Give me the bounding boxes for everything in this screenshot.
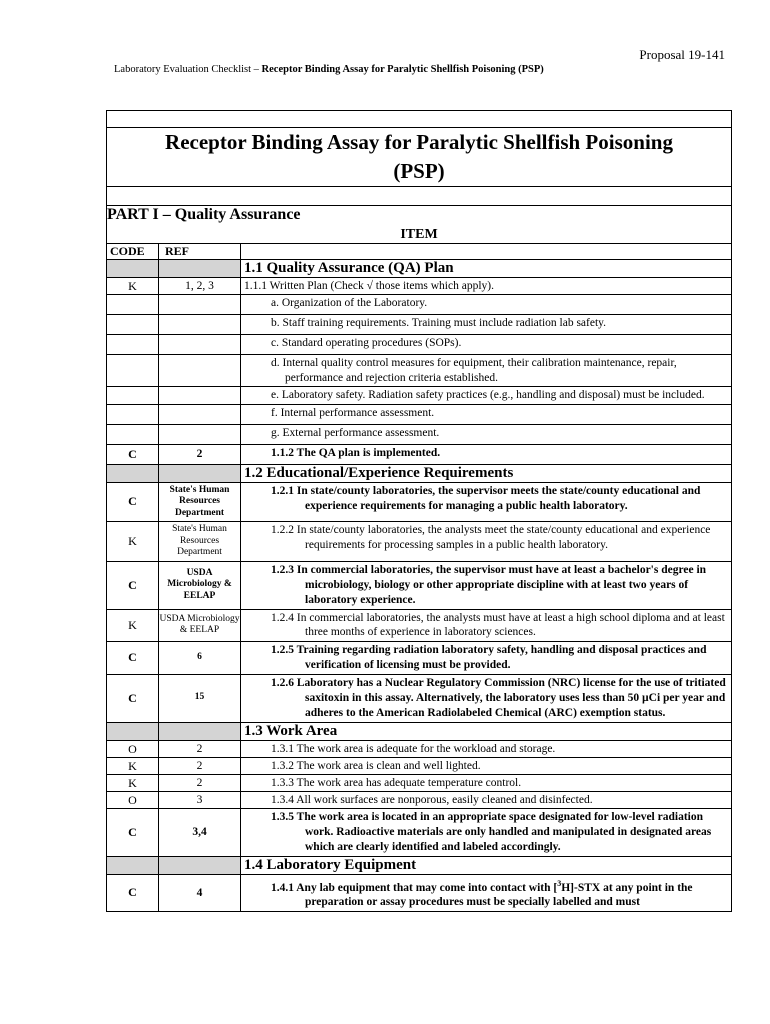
- ref-cell: State's Human Resources Department: [159, 482, 241, 522]
- shaded-cell: [107, 856, 159, 874]
- table-row: [107, 295, 732, 315]
- superscript-three: 3: [557, 878, 562, 888]
- ref-cell: 4: [159, 874, 241, 912]
- shaded-cell: [159, 464, 241, 482]
- section-heading: 1.3 Work Area: [241, 722, 732, 740]
- item-text: b. Staff training requirements. Training must include radiation lab safety.: [241, 315, 732, 335]
- spacer-row: [107, 187, 732, 206]
- item-text: 1.3.2 The work area is clean and well lighted.: [241, 757, 732, 774]
- section-heading: 1.4 Laboratory Equipment: [241, 856, 732, 874]
- ref-column-header: REF: [159, 244, 241, 260]
- code-cell: C: [107, 561, 159, 609]
- blank-cell: [107, 295, 159, 315]
- item-text-body: 1.2.2 In state/county laboratories, the analysts meet the state/county educational and experience requirements for processing samples in a public health laboratory.: [271, 524, 711, 551]
- item-text: 1.1.1 Written Plan (Check √ those items which apply).: [241, 278, 732, 295]
- item-text: [241, 641, 732, 674]
- ref-cell: 1, 2, 3: [159, 278, 241, 295]
- blank-cell: [159, 424, 241, 444]
- code-cell: C: [107, 808, 159, 856]
- item-text-body: 1.2.4 In commercial laboratories, the analysts must have at least a high school diploma and at least three months of experience in laboratory sciences.: [271, 611, 725, 638]
- item-text-body: 1.2.1 In state/county laboratories, the supervisor meets the state/county educational and experience requirements for managing a public health laboratory.: [271, 484, 701, 512]
- shaded-cell: [107, 260, 159, 278]
- item-text: [241, 387, 732, 405]
- table-row: [107, 609, 732, 641]
- item-text: [241, 874, 732, 912]
- code-column-header: CODE: [107, 244, 159, 260]
- title-line-1: Receptor Binding Assay for Paralytic Shellfish Poisoning: [165, 130, 673, 154]
- code-cell: C: [107, 444, 159, 464]
- table-row: [107, 315, 732, 335]
- item-text: c. Standard operating procedures (SOPs).: [241, 335, 732, 355]
- shaded-cell: [159, 722, 241, 740]
- running-header-bold: Receptor Binding Assay for Paralytic Shellfish Poisoning (PSP): [261, 64, 544, 75]
- blank-cell: [159, 355, 241, 387]
- item-text: 1.3.1 The work area is adequate for the workload and storage.: [241, 740, 732, 757]
- table-row: [107, 740, 732, 757]
- section-heading: 1.2 Educational/Experience Requirements: [241, 464, 732, 482]
- item-text-part-b: H]-STX at any point in the preparation or assay procedures must be specially labelled and must: [305, 881, 693, 909]
- checklist-table: [106, 110, 732, 912]
- blank-cell: [159, 387, 241, 405]
- blank-cell: [159, 315, 241, 335]
- table-row: [107, 757, 732, 774]
- item-text-part-a: 1.4.1 Any lab equipment that may come into contact with [: [271, 881, 558, 894]
- code-cell: C: [107, 482, 159, 522]
- item-text-body: [271, 876, 727, 911]
- code-cell: K: [107, 757, 159, 774]
- table-row: [107, 874, 732, 912]
- ref-cell: 2: [159, 757, 241, 774]
- title-line-2: (PSP): [393, 159, 445, 183]
- table-row: [107, 482, 732, 522]
- item-text-body: 1.2.3 In commercial laboratories, the supervisor must have at least a bachelor's degree in microbiology, biology or other appropriate discipline with at least two years of laboratory experience.: [271, 563, 707, 606]
- ref-cell: 3: [159, 791, 241, 808]
- item-text-body: 1.2.6 Laboratory has a Nuclear Regulatory Commission (NRC) license for the use of tritiated saxitoxin in this assay. Alternatively, the laboratory uses less than 50 µCi per year and adheres to the American Radiolabeled Chemical (ARC) exemption status.: [271, 676, 726, 719]
- ref-cell: 6: [159, 641, 241, 674]
- running-header: [114, 64, 544, 75]
- item-text: [241, 522, 732, 562]
- table-row: [107, 641, 732, 674]
- item-text: [241, 355, 732, 387]
- blank-cell: [107, 387, 159, 405]
- code-cell: O: [107, 740, 159, 757]
- code-cell: C: [107, 874, 159, 912]
- ref-cell: USDA Microbiology & EELAP: [159, 561, 241, 609]
- blank-cell: [241, 244, 732, 260]
- table-row: [107, 674, 732, 722]
- item-text: 1.3.3 The work area has adequate temperature control.: [241, 774, 732, 791]
- spacer-row: [107, 111, 732, 128]
- table-row: [107, 774, 732, 791]
- ref-cell: 15: [159, 674, 241, 722]
- item-header: ITEM: [107, 226, 732, 244]
- item-text: [241, 561, 732, 609]
- item-text: g. External performance assessment.: [241, 424, 732, 444]
- blank-cell: [107, 424, 159, 444]
- blank-cell: [159, 295, 241, 315]
- part-heading: PART I – Quality Assurance: [107, 206, 732, 227]
- code-cell: C: [107, 641, 159, 674]
- proposal-number: Proposal 19-141: [639, 47, 725, 62]
- shaded-cell: [107, 464, 159, 482]
- shaded-cell: [107, 722, 159, 740]
- item-text: f. Internal performance assessment.: [241, 404, 732, 424]
- item-text: a. Organization of the Laboratory.: [241, 295, 732, 315]
- blank-cell: [107, 315, 159, 335]
- table-row: [107, 335, 732, 355]
- blank-cell: [159, 335, 241, 355]
- blank-cell: [159, 404, 241, 424]
- item-text: [241, 482, 732, 522]
- table-row: [107, 808, 732, 856]
- ref-cell: 2: [159, 740, 241, 757]
- item-text-body: 1.3.5 The work area is located in an appropriate space designated for low-level radiation work. Radioactive materials are only handled and manipulated in designated areas which are clearly identified and labeled accordingly.: [271, 810, 712, 853]
- shaded-cell: [159, 856, 241, 874]
- document-title: [107, 128, 732, 187]
- code-cell: K: [107, 774, 159, 791]
- item-text-body: e. Laboratory safety. Radiation safety practices (e.g., handling and disposal) must be included.: [271, 389, 705, 401]
- table-row: [107, 278, 732, 295]
- code-cell: K: [107, 522, 159, 562]
- item-text: [241, 808, 732, 856]
- code-cell: C: [107, 674, 159, 722]
- ref-cell: 2: [159, 444, 241, 464]
- blank-cell: [107, 335, 159, 355]
- table-row: [107, 355, 732, 387]
- table-row: [107, 404, 732, 424]
- table-row: [107, 561, 732, 609]
- section-heading: 1.1 Quality Assurance (QA) Plan: [241, 260, 732, 278]
- table-row: [107, 791, 732, 808]
- ref-cell: 2: [159, 774, 241, 791]
- item-text: [241, 609, 732, 641]
- blank-cell: [107, 404, 159, 424]
- running-header-plain: Laboratory Evaluation Checklist –: [114, 64, 262, 75]
- item-text-body: d. Internal quality control measures for equipment, their calibration maintenance, repair, performance and rejection criteria established.: [271, 357, 677, 384]
- ref-cell: 3,4: [159, 808, 241, 856]
- ref-cell: State's Human Resources Department: [159, 522, 241, 562]
- table-row: [107, 522, 732, 562]
- code-cell: K: [107, 278, 159, 295]
- item-text: 1.3.4 All work surfaces are nonporous, easily cleaned and disinfected.: [241, 791, 732, 808]
- shaded-cell: [159, 260, 241, 278]
- blank-cell: [107, 355, 159, 387]
- ref-cell: USDA Microbiology & EELAP: [159, 609, 241, 641]
- table-row: [107, 424, 732, 444]
- item-text: [241, 674, 732, 722]
- table-row: [107, 387, 732, 405]
- code-cell: O: [107, 791, 159, 808]
- item-text: 1.1.2 The QA plan is implemented.: [241, 444, 732, 464]
- table-row: [107, 444, 732, 464]
- item-text-body: 1.2.5 Training regarding radiation laboratory safety, handling and disposal practices and verification of licensing must be provided.: [271, 643, 707, 671]
- code-cell: K: [107, 609, 159, 641]
